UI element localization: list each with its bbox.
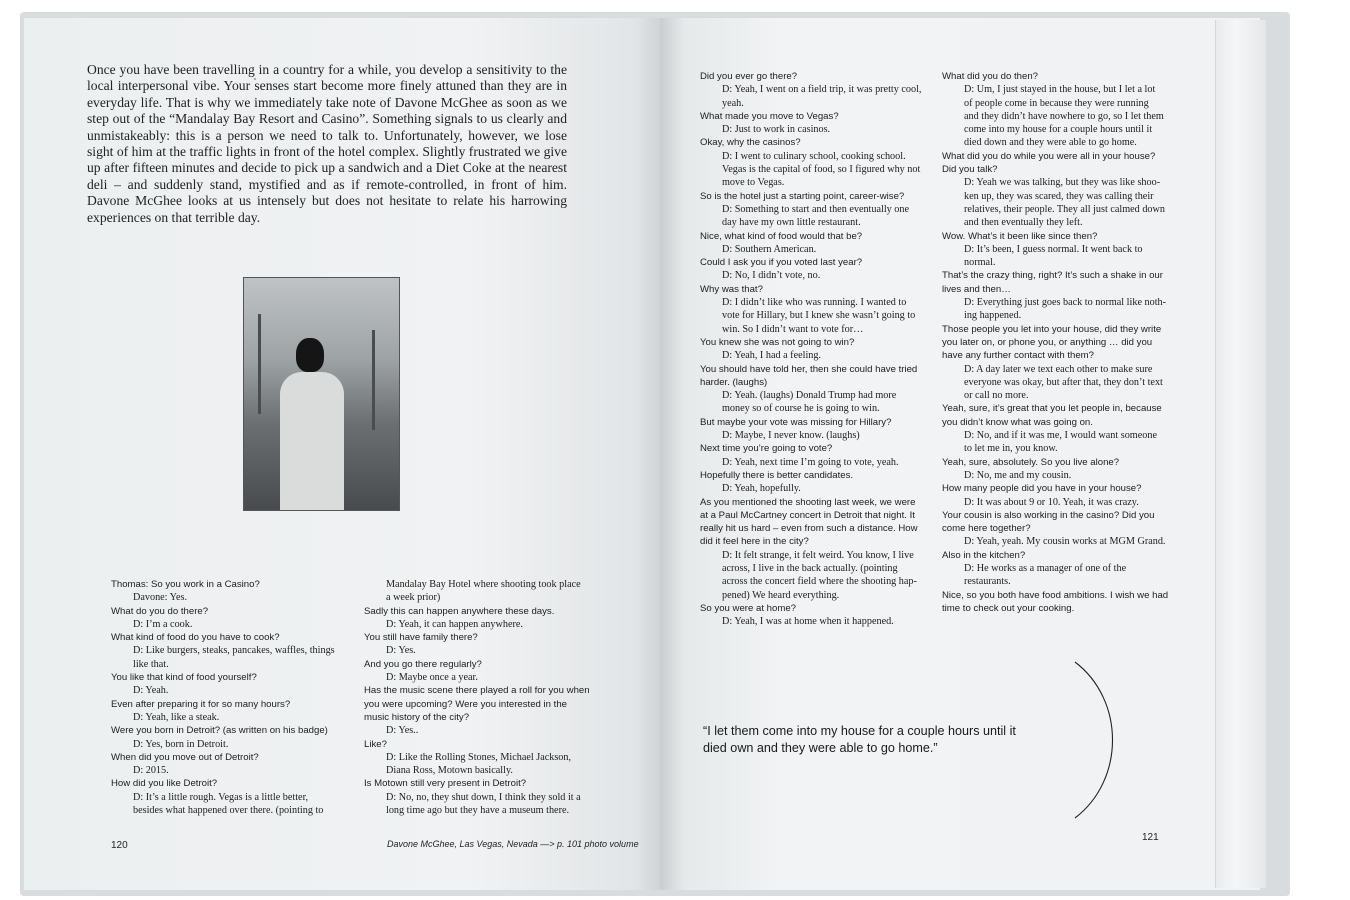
interview-answer-line: D: A day later we text each other to make sure [964,363,1153,375]
interview-question-line: really hit us hard – even from such a distance. How [700,523,918,535]
interview-question-line: Even after preparing it for so many hours? [111,698,291,710]
interview-answer-line: yeah. [722,97,744,109]
interview-question-line: What did you do then? [942,71,1039,82]
interview-question-line: did it feel here in the city? [700,536,809,548]
palm-tree [258,314,261,414]
interview-question-line: you later on, or phone you, or anything … did you [942,336,1153,348]
interview-question-line: You knew she was not going to win? [700,336,855,348]
interview-answer-line: D: Yes. [386,645,416,657]
interview-question-line: Hopefully there is better candidates. [700,469,854,481]
interview-answer-line: come into my house for a couple hours until it [964,124,1153,136]
interview-answer-line: D: No, no, they shut down, I think they sold it a [386,791,581,803]
head [296,338,324,372]
interview-question-line: you didn’t know what was going on. [942,416,1093,428]
interview-answer-line: died down and they were able to go home. [964,137,1137,149]
interview-answer-line: money so of course he is going to win. [722,403,880,415]
interview-answer-line: D: 2015. [133,765,169,777]
interview-question-line: Has the music scene there played a roll for you when [364,685,590,697]
interview-answer-line: move to Vegas. [722,177,785,189]
interview-question-line: Were you born in Detroit? (as written on his badge) [111,725,328,737]
interview-answer-line: D: I went to culinary school, cooking school. [722,150,906,162]
interview-question-line: Nice, so you both have food ambitions. I wish we had [942,589,1169,601]
interview-answer-line: restaurants. [964,576,1011,588]
interview-answer-line: D: Everything just goes back to normal like noth- [964,297,1167,309]
interview-question-line: Like? [364,738,387,750]
interview-answer-line: D: Maybe once a year. [386,672,478,684]
photo-caption: Davone McGhee, Las Vegas, Nevada —> p. 101 photo volume [387,839,639,849]
interview-question-line: at a Paul McCartney concert in Detroit that night. It [700,509,915,521]
interview-question-line: Why was that? [700,283,763,295]
interview-answer-line: and then eventually they left. [964,217,1083,229]
interview-answer-line: ing happened. [964,310,1022,322]
interview-answer-line: long time ago but they have a museum there. [386,805,570,817]
interview-answer-line: D: Just to work in casinos. [722,124,831,136]
interview-answer-line: D: Yeah, like a steak. [133,711,220,723]
interview-answer-line: D: Yeah, hopefully. [722,483,801,495]
interview-answer-line: across, I live in the back actually. (pointing [722,562,898,574]
interview-answer-line: D: Yes, born in Detroit. [133,738,229,750]
interview-answer-line: D: Like the Rolling Stones, Michael Jackson, [386,751,572,763]
page-number-right: 121 [1142,832,1159,843]
interview-answer-line: pened) We heard everything. [722,589,840,601]
interview-answer-line: D: Yeah, I went on a field trip, it was pretty cool, [722,84,922,96]
interview-question-line: Sadly this can happen anywhere these days. [364,605,555,617]
interview-question-line: So is the hotel just a starting point, career-wise? [700,190,905,202]
interview-question-line: you were upcoming? Were you interested in the [364,698,568,710]
interview-answer-line: D: He works as a manager of one of the [964,562,1127,574]
interview-question-line: What do you do there? [111,605,209,617]
interview-answer-line: D: Yeah we was talking, but they was like shoo- [964,177,1161,189]
interview-answer-line: D: No, me and my cousin. [964,469,1072,481]
interview-answer-line: D: Um, I just stayed in the house, but I let a lot [964,84,1156,96]
interview-question-line: come here together? [942,523,1031,535]
interview-question-line: And you go there regularly? [364,658,482,670]
interview-question-line: lives and then… [942,283,1011,295]
palm-tree [372,330,375,430]
interview-answer-line: across the concert field where the shooting hap- [722,576,917,588]
interview-answer-line: D: Yeah. [133,685,169,697]
page-edges [1215,20,1266,888]
interview-answer-line: D: I’m a cook. [133,618,193,630]
interview-question-line: How did you like Detroit? [111,778,218,790]
interview-question-line: have any further contact with them? [942,350,1094,362]
interview-question-line: Those people you let into your house, did they write [942,323,1162,335]
interview-answer-line: D: Like burgers, steaks, pancakes, waffles, things [133,645,335,657]
interview-answer-line: D: Yes.. [386,725,419,737]
interview-answer-line: D: Yeah, it can happen anywhere. [386,618,523,630]
interview-answer-line: like that. [133,658,169,670]
interview-question-line: Okay, why the casinos? [700,137,801,149]
interview-answer-line: relatives, their people. They all just calmed down [964,203,1165,215]
page-number-left: 120 [111,840,128,851]
interview-answer-line: D: Maybe, I never know. (laughs) [722,430,860,442]
interview-answer-line: a week prior) [386,592,441,604]
interview-question-line: music history of the city? [364,711,470,723]
interview-question-line: What did you do while you were all in your house? [942,150,1156,162]
interview-question-line: Thomas: So you work in a Casino? [111,579,260,590]
interview-question-line: Could I ask you if you voted last year? [700,257,863,269]
interview-answer-line: of people come in because they were running [964,97,1149,109]
interview-question-line: Nice, what kind of food would that be? [700,230,863,242]
interview-question-line: You still have family there? [364,632,478,644]
interview-answer-line: and they didn’t have nowhere to go, so I let them [964,110,1164,122]
interview-answer-line: Diana Ross, Motown basically. [386,765,513,777]
interview-question-line: Also in the kitchen? [942,549,1026,561]
interview-question-line: Yeah, sure, absolutely. So you live alone? [942,456,1120,468]
interview-answer-line: besides what happened over there. (pointing to [133,805,324,817]
interview-question-line: What made you move to Vegas? [700,110,839,122]
interview-question-line: Did you ever go there? [700,71,798,82]
interview-question-line: How many people did you have in your house? [942,483,1142,495]
interview-answer-line: day have my own little restaurant. [722,217,861,229]
interview-answer-line: D: It’s been, I guess normal. It went back to [964,243,1143,255]
interview-answer-line: D: It was about 9 or 10. Yeah, it was crazy. [964,496,1139,508]
interview-answer-line: D: No, and if it was me, I would want someone [964,430,1157,442]
interview-question-line: Is Motown still very present in Detroit? [364,778,527,790]
pull-quote-arc [1070,660,1130,820]
intro-paragraph: Once you have been travelling in a country for a while, you develop a sensitivity to the local interpersonal vibe. Your senses start become more finely attuned than they are in everyday life. That is why we immediately take note of Davone McGhee as soon as we step out of the “Mandalay Bay Resort and Casino”. Something signals to us clearly and unmistakeably: this is a person we need to talk to. Unfortunately, however, we lose sight of him at the traffic lights in front of the hotel complex. Slightly frustrated we give up after fifteen minutes and decide to pick up a sandwich and a Diet Coke at the nearest deli – and suddenly stand, mystified and as if remote-controlled, in front of him. Davone McGhee looks at us intensely but does not hesitate to relate his harrowing experiences on that terrible day. [87,62,567,225]
interview-answer-line: D: Yeah, next time I’m going to vote, yeah. [722,456,899,468]
interview-question-line: harder. (laughs) [700,376,768,388]
interview-answer-line: D: No, I didn’t vote, no. [722,270,821,282]
interview-answer-line: D: It’s a little rough. Vegas is a little better, [133,791,309,803]
interview-question-line: So you were at home? [700,602,796,614]
interview-question-line: You like that kind of food yourself? [111,672,257,684]
interview-answer-line: D: Yeah. (laughs) Donald Trump had more [722,390,897,402]
interview-question-line: Yeah, sure, it’s great that you let people in, because [942,403,1162,415]
portrait-photo [243,277,400,511]
interview-answer-line: Vegas is the capital of food, so I figured why not [722,164,921,176]
interview-answer-line: D: Southern American. [722,243,817,255]
interview-answer-line: Davone: Yes. [133,592,188,604]
interview-answer-line: ken up, they was scared, they was calling their [964,190,1154,202]
interview-question-line: That’s the crazy thing, right? It’s such a shake in our [942,270,1163,282]
interview-question-line: Wow. What’s it been like since then? [942,230,1098,242]
interview-answer-line: D: Something to start and then eventually one [722,203,910,215]
interview-question-line: Next time you’re going to vote? [700,443,833,455]
interview-answer-line: to let me in, you know. [964,443,1058,455]
chef-jacket [280,372,344,510]
interview-question-line: time to check out your cooking. [942,602,1075,614]
interview-question-line: But maybe your vote was missing for Hillary? [700,416,892,428]
interview-column-right-2 [942,70,1167,615]
interview-question-line: What kind of food do you have to cook? [111,632,280,644]
interview-question-line: As you mentioned the shooting last week, we were [700,496,916,508]
interview-column-left-1 [111,578,361,817]
interview-answer-line: D: I didn’t like who was running. I wanted to [722,297,907,309]
interview-answer-line: D: Yeah, I was at home when it happened. [722,616,894,628]
interview-answer-line: D: Yeah, yeah. My cousin works at MGM Grand. [964,536,1166,548]
interview-answer-line: or call no more. [964,390,1029,402]
interview-answer-line: D: It felt strange, it felt weird. You know, I live [722,549,914,561]
interview-question-line: When did you move out of Detroit? [111,751,259,763]
interview-answer-line: everyone was okay, but after that, they don’t text [964,376,1163,388]
interview-answer-line: Mandalay Bay Hotel where shooting took place [386,579,581,590]
interview-question-line: Did you talk? [942,164,998,176]
interview-answer-line: vote for Hillary, but I knew she wasn’t going to [722,310,916,322]
interview-answer-line: D: Yeah, I had a feeling. [722,350,822,362]
interview-answer-line: win. So I didn’t want to vote for… [722,323,864,335]
pull-quote: “I let them come into my house for a couple hours until it died own and they were able to go home.” [703,724,1016,755]
interview-answer-line: normal. [964,257,996,269]
interview-question-line: Your cousin is also working in the casino? Did you [942,509,1155,521]
interview-column-right-1 [700,70,940,628]
interview-question-line: You should have told her, then she could have tried [700,363,918,375]
interview-column-left-2 [364,578,604,817]
